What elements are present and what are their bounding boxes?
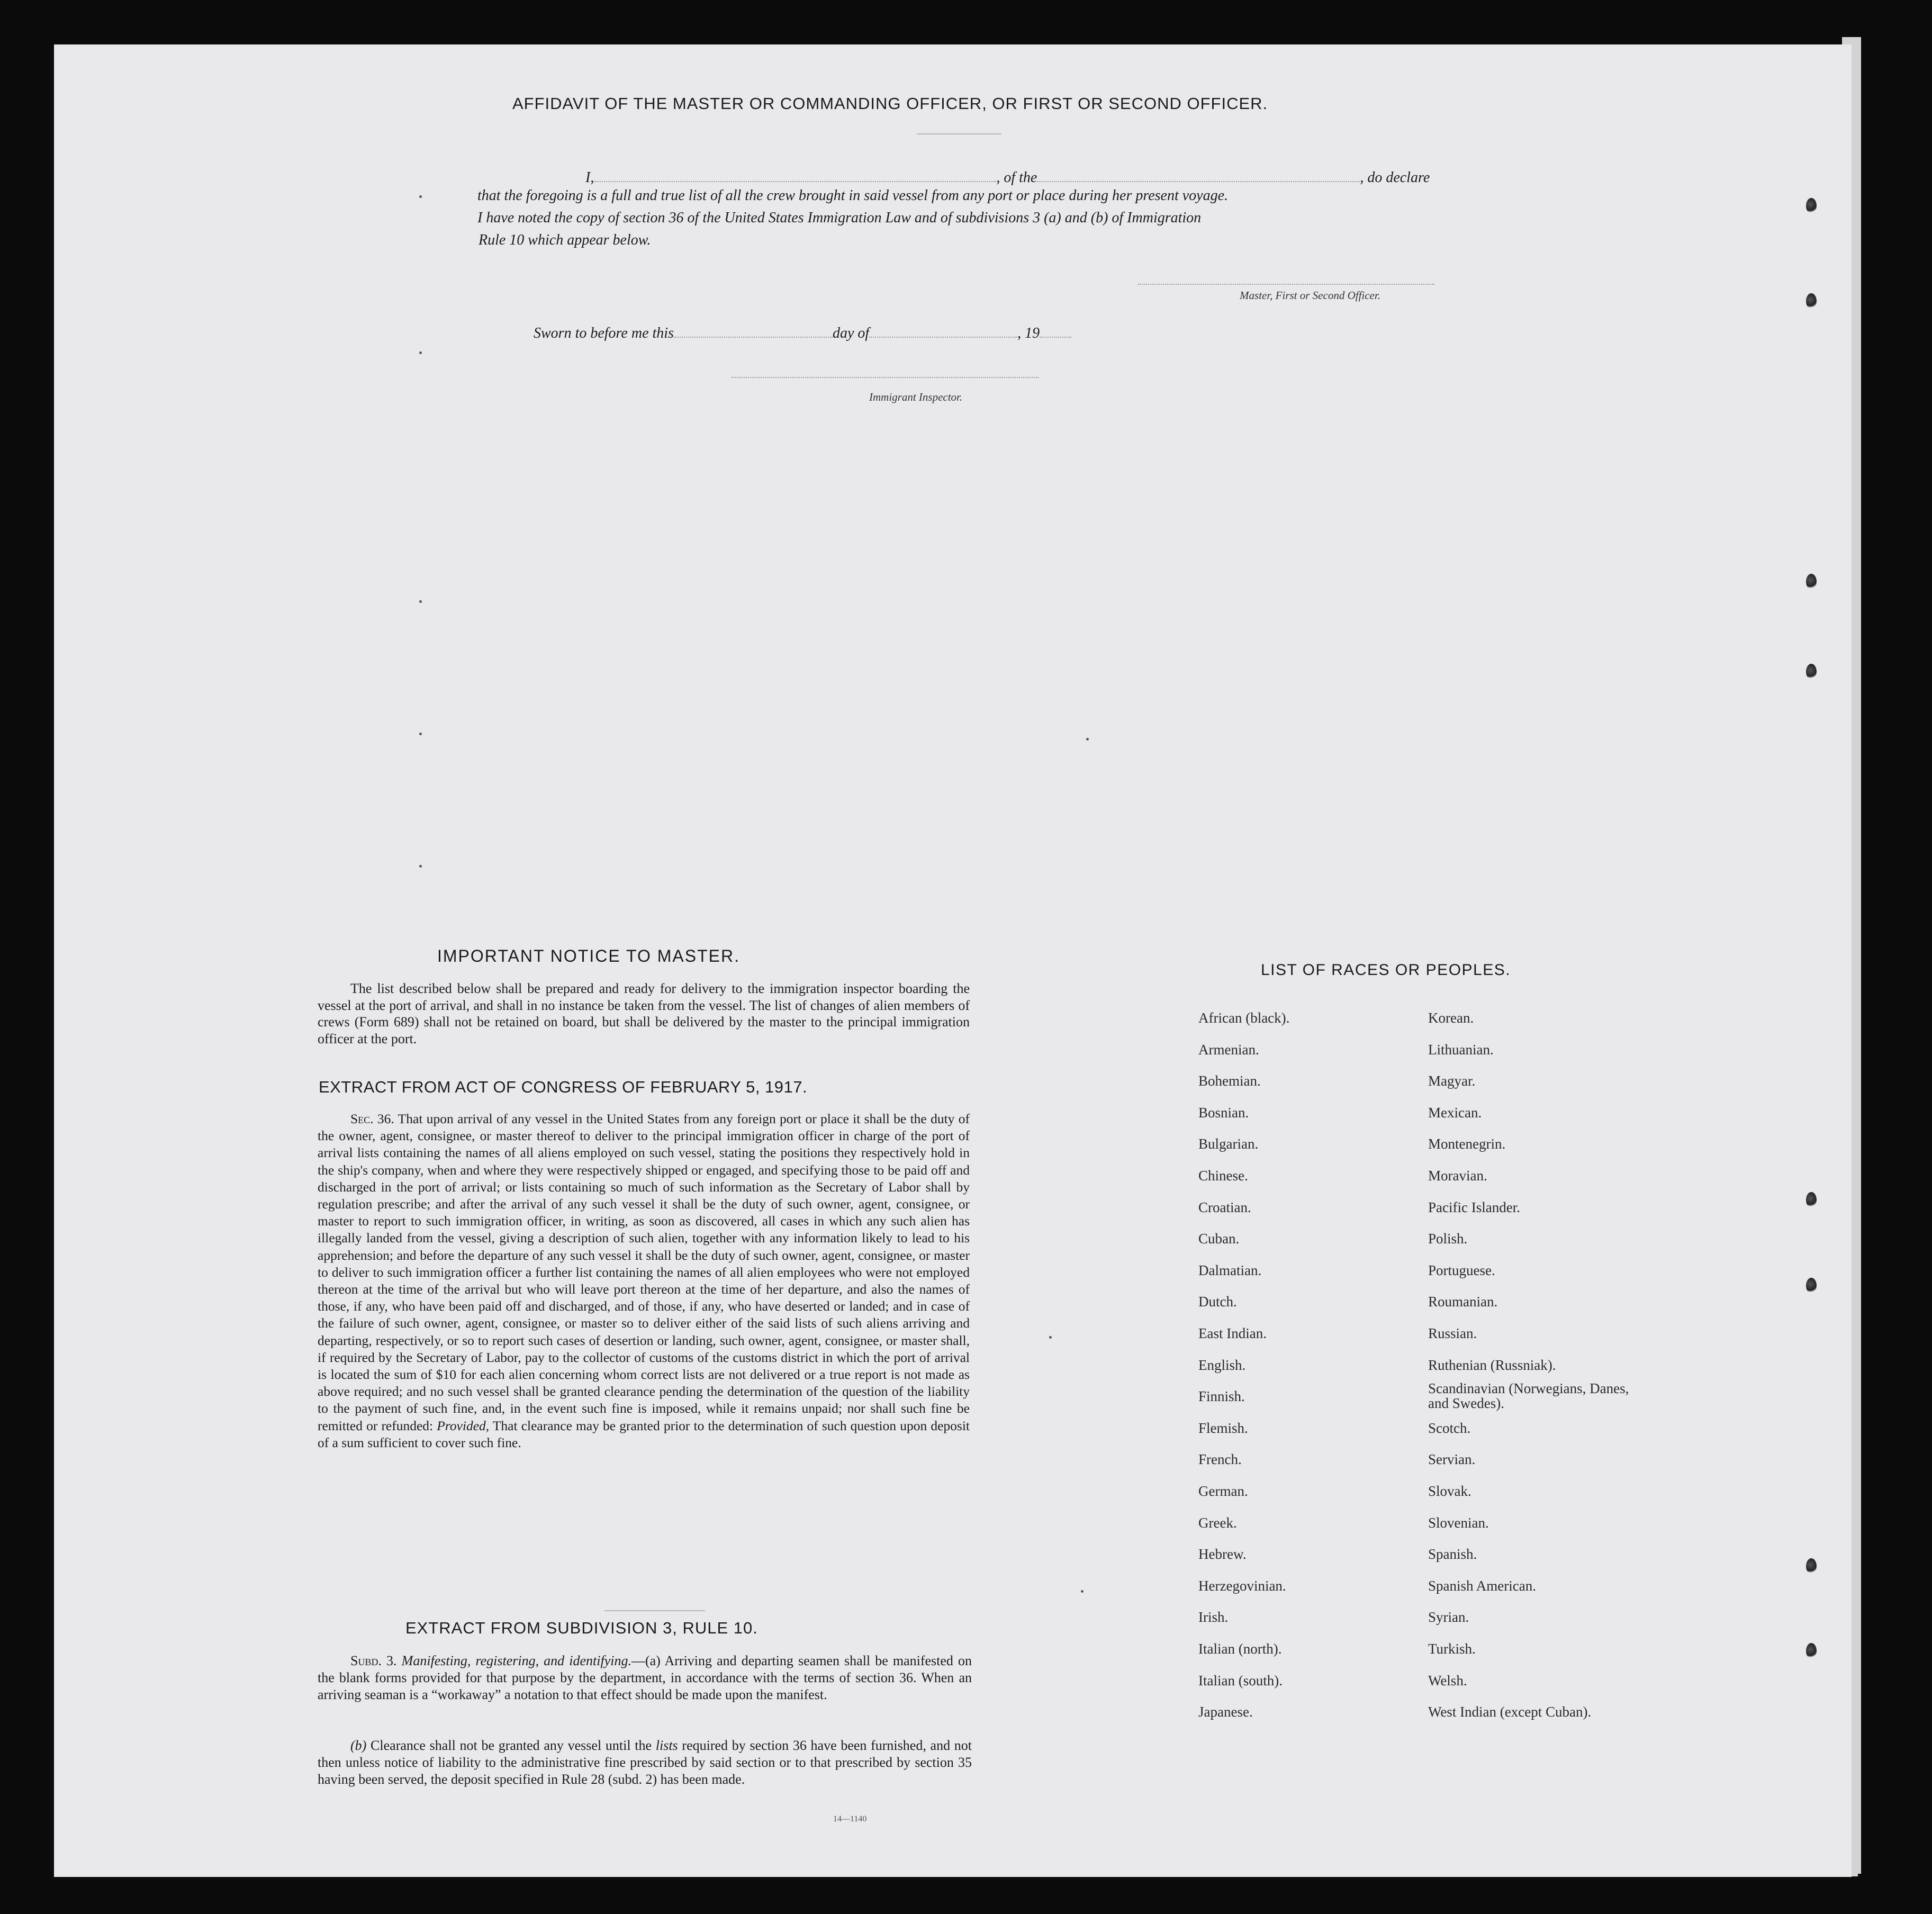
- binding-hole: [1806, 1643, 1817, 1659]
- sworn-day-of: day of: [832, 325, 870, 341]
- extract-rule-para-a: [318, 1653, 972, 1703]
- binding-hole: [1806, 293, 1817, 309]
- race-item-right-4: Montenegrin.: [1428, 1136, 1506, 1152]
- race-item-left-3: Bosnian.: [1198, 1104, 1249, 1121]
- race-item-left-9: Dutch.: [1198, 1294, 1237, 1310]
- notice-body: The list described below shall be prepared and ready for delivery to the immigration inspector boarding the vessel at the port of arrival, and shall in no instance be taken from the vessel. The list of changes of alien members of crews (Form 689) shall not be retained on board, but shall be delivered by the master to the principal immigration officer at the port.: [318, 981, 970, 1046]
- race-item-right-1: Lithuanian.: [1428, 1041, 1494, 1058]
- race-item-right-6: Pacific Islander.: [1428, 1199, 1520, 1215]
- race-item-right-18: Spanish American.: [1428, 1577, 1536, 1594]
- para-b-post: required by section 36 have been furnished, and not then unless notice of liability to the administrative fine prescribed by said section or to that prescribed by section 35 having been served, the deposit specified in Rule 28 (subd. 2) has been made.: [318, 1738, 972, 1787]
- page-speck: [419, 351, 422, 354]
- para-b-pre: Clearance shall not be granted any vessel until the: [371, 1738, 652, 1753]
- race-item-right-7: Polish.: [1428, 1231, 1468, 1247]
- notice-title: IMPORTANT NOTICE TO MASTER.: [437, 946, 740, 965]
- race-item-left-12: Finnish.: [1198, 1388, 1245, 1405]
- binding-hole: [1806, 1278, 1817, 1294]
- race-item-left-18: Herzegovinian.: [1198, 1577, 1286, 1594]
- race-item-left-4: Bulgarian.: [1198, 1136, 1259, 1152]
- race-item-left-11: English.: [1198, 1357, 1246, 1373]
- affidavit-line4: Rule 10 which appear below.: [479, 232, 651, 248]
- master-signature-label: Master, First or Second Officer.: [1240, 289, 1380, 302]
- page-speck: [1049, 1336, 1052, 1339]
- inspector-signature-line[interactable]: [732, 377, 1039, 378]
- sworn-month-field[interactable]: [869, 321, 1017, 338]
- para-b-lists: lists: [655, 1738, 678, 1753]
- page-speck: [419, 865, 422, 868]
- sworn-day-field[interactable]: [674, 321, 833, 338]
- extract-act-body: [318, 1111, 970, 1451]
- provided-label: Provided,: [437, 1418, 490, 1433]
- binding-hole: [1806, 574, 1817, 590]
- race-item-left-5: Chinese.: [1198, 1168, 1248, 1184]
- subd-para-a: —(a) Arriving and departing seamen shall be manifested on the blank forms provided for that purpose by the department, in accordance with the terms of section 36. When an arriving seaman is a “workaway” a notation to that effect should be made upon the manifest.: [318, 1653, 972, 1702]
- race-item-right-15: Slovak.: [1428, 1483, 1471, 1499]
- form-number: 14—1140: [833, 1814, 867, 1823]
- vessel-name-field[interactable]: [1037, 165, 1360, 182]
- race-item-right-20: Turkish.: [1428, 1641, 1476, 1657]
- declarant-prefix: I,: [585, 169, 594, 186]
- race-item-left-21: Italian (south).: [1198, 1672, 1283, 1689]
- binding-hole: [1806, 664, 1817, 680]
- extract-rule-para-b: [318, 1737, 972, 1788]
- subd-title: Manifesting, registering, and identifying.: [401, 1653, 631, 1668]
- race-item-left-20: Italian (north).: [1198, 1641, 1282, 1657]
- subd-label: Subd. 3.: [350, 1653, 397, 1668]
- binding-hole: [1806, 198, 1817, 214]
- affidavit-line3: I have noted the copy of section 36 of the United States Immigration Law and of subdivisions 3 (a) and (b) of Immigration: [477, 210, 1202, 226]
- race-item-right-10: Russian.: [1428, 1325, 1477, 1341]
- race-item-right-2: Magyar.: [1428, 1073, 1476, 1089]
- race-item-right-22: West Indian (except Cuban).: [1428, 1704, 1592, 1720]
- race-item-left-0: African (black).: [1198, 1010, 1290, 1026]
- race-item-right-19: Syrian.: [1428, 1609, 1469, 1626]
- sworn-year-field[interactable]: [1040, 321, 1071, 338]
- affidavit-title: AFFIDAVIT OF THE MASTER OR COMMANDING OFFICER, OR FIRST OR SECOND OFFICER.: [512, 94, 1268, 113]
- race-item-left-17: Hebrew.: [1198, 1546, 1247, 1563]
- document-page: [54, 44, 1852, 1877]
- section-36-text: That upon arrival of any vessel in the United States from any foreign port or place it shall be the duty of the owner, agent, consignee, or master thereof to deliver to the principal immigration officer in charge of the port of arrival lists containing the names of all aliens employed on such vessel, stating the positions they respectively hold in the ship's company, when and where they were respectively shipped or engaged, and specifying those to be paid off and discharged in the port of arrival; or lists containing so much of such information as the Secretary of Labor shall by regulation prescribe; and after the arrival of any such vessel it shall be the duty of such owner, agent, consignee, or master to report to such immigration officer, in writing, as soon as discovered, all cases in which any such alien has illegally landed from the vessel, giving a description of such alien, together with any information likely to lead to his apprehension; and before the departure of any such vessel it shall be the duty of such owner, agent, consignee, or master to deliver to such immigration officer a further list containing the names of all alien employees who were not employed thereon at the time of the arrival but who will leave port thereon at the time of her departure, and also the names of those, if any, who have been paid off and discharged, and of those, if any, who have deserted or landed; and in case of the failure of such owner, agent, consignee, or master so to deliver either of the said lists of such aliens arriving and departing, respectively, or so to report such cases of desertion or landing, such owner, agent, consignee, or master shall, if required by the Secretary of Labor, pay to the collector of customs of the customs district in which the port of arrival is located the sum of $10 for each alien concerning whom correct lists are not delivered or a true report is not made as above required; and no such vessel shall be granted clearance pending the determination of the question of the liability to the payment of such fine, and, in the event such fine is imposed, while it remains unpaid; nor shall such fine be remitted or refunded:: [318, 1111, 970, 1433]
- section-36-end: That clearance may be granted prior to the determination of such question upon deposit of a sum sufficient to cover such fine.: [318, 1418, 970, 1450]
- affidavit-title-rule: [917, 133, 1001, 134]
- page-speck: [1086, 738, 1089, 741]
- of-the-label: , of the: [996, 169, 1037, 186]
- race-item-right-8: Portuguese.: [1428, 1262, 1495, 1278]
- race-item-left-10: East Indian.: [1198, 1325, 1267, 1341]
- races-title: LIST OF RACES OR PEOPLES.: [1261, 961, 1511, 979]
- race-item-left-15: German.: [1198, 1483, 1248, 1499]
- inspector-signature-label: Immigrant Inspector.: [869, 391, 963, 403]
- race-item-left-16: Greek.: [1198, 1514, 1237, 1531]
- race-item-right-9: Roumanian.: [1428, 1294, 1498, 1310]
- race-item-left-8: Dalmatian.: [1198, 1262, 1262, 1278]
- race-item-left-19: Irish.: [1198, 1609, 1229, 1626]
- race-item-left-13: Flemish.: [1198, 1420, 1248, 1436]
- sworn-line: [534, 321, 1071, 342]
- para-b-label: (b): [350, 1738, 367, 1753]
- race-item-left-14: French.: [1198, 1451, 1242, 1468]
- race-item-right-14: Servian.: [1428, 1451, 1476, 1468]
- page-speck: [1081, 1590, 1084, 1593]
- race-item-right-17: Spanish.: [1428, 1546, 1477, 1563]
- page-speck: [419, 600, 422, 603]
- section-label: Sec. 36.: [350, 1111, 394, 1126]
- sworn-prefix: Sworn to before me this: [534, 325, 674, 341]
- race-item-right-3: Mexican.: [1428, 1104, 1482, 1121]
- master-signature-line[interactable]: [1138, 284, 1434, 285]
- race-item-right-0: Korean.: [1428, 1010, 1474, 1026]
- race-item-right-5: Moravian.: [1428, 1168, 1487, 1184]
- extract-rule-divider: [604, 1610, 705, 1611]
- extract-rule-title: EXTRACT FROM SUBDIVISION 3, RULE 10.: [405, 1619, 758, 1637]
- race-item-right-12: Scandinavian (Norwegians, Danes, and Swedes).: [1428, 1380, 1629, 1412]
- race-item-right-21: Welsh.: [1428, 1672, 1467, 1689]
- extract-act-title: EXTRACT FROM ACT OF CONGRESS OF FEBRUARY 5, 1917.: [319, 1078, 808, 1096]
- declarant-name-field[interactable]: [594, 165, 996, 182]
- page-speck: [419, 733, 422, 735]
- race-item-left-7: Cuban.: [1198, 1231, 1240, 1247]
- race-item-right-13: Scotch.: [1428, 1420, 1471, 1436]
- sworn-year: , 19: [1017, 325, 1040, 341]
- affidavit-line1: [530, 165, 1520, 186]
- race-item-left-1: Armenian.: [1198, 1041, 1259, 1058]
- declare-label: , do declare: [1360, 169, 1430, 186]
- binding-hole: [1806, 1558, 1817, 1574]
- race-item-right-11: Ruthenian (Russniak).: [1428, 1357, 1556, 1373]
- race-item-left-6: Croatian.: [1198, 1199, 1251, 1215]
- page-speck: [419, 195, 422, 198]
- race-item-left-22: Japanese.: [1198, 1704, 1253, 1720]
- affidavit-line2: that the foregoing is a full and true list of all the crew brought in said vessel from any port or place during her present voyage.: [477, 187, 1229, 204]
- race-item-left-2: Bohemian.: [1198, 1073, 1261, 1089]
- race-item-right-16: Slovenian.: [1428, 1514, 1489, 1531]
- binding-hole: [1806, 1192, 1817, 1208]
